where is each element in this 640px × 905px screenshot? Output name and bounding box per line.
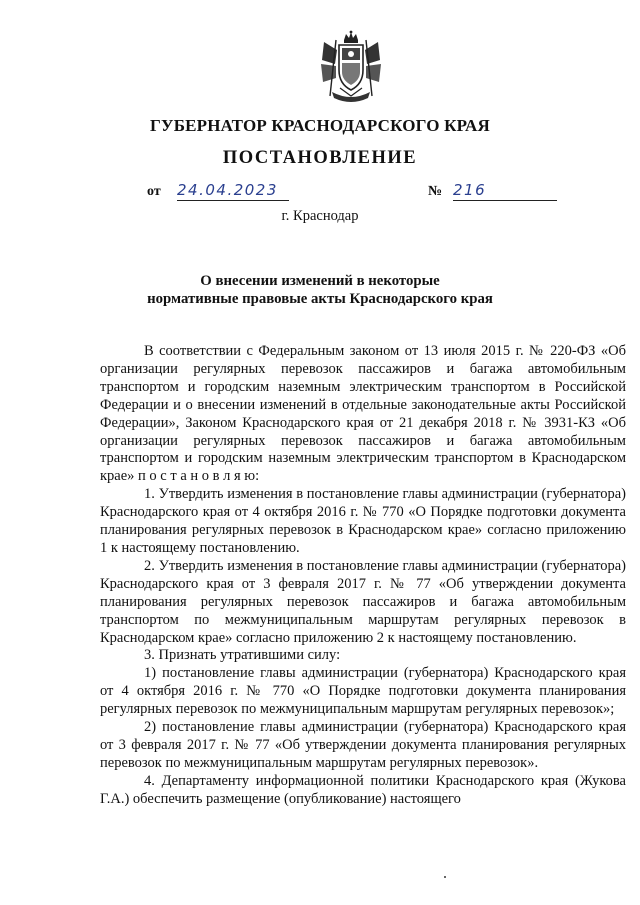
- number-value: 216: [453, 181, 557, 201]
- paragraph-3: 3. Признать утратившими силу:: [144, 647, 341, 664]
- intro-text: В соответствии с Федеральным законом от 13 июля 2015 г. № 220-ФЗ «Об организации регулярных перевозок пассажиров и багажа автомобильным транспортом и городским наземным электрическим транспортом в Российской Федерации и о внесении изменений в отдельные законодательные акты Российской Федерации», Законом Краснодарского края от 21 декабря 2018 г. № 3931-КЗ «Об организации регулярных перевозок пассажиров и багажа автомобильным транспортом и городским наземным электрическим транспортом в Краснодарском крае»: [100, 343, 626, 485]
- decree-word: п о с т а н о в л я ю:: [138, 468, 260, 485]
- number-prefix: №: [428, 184, 443, 199]
- scan-speck: [444, 876, 446, 878]
- intro-paragraph: [100, 343, 626, 486]
- paragraph-4: 4. Департаменту информационной политики Краснодарского края (Жукова Г.А.) обеспечить размещение (опубликование) настоящего: [100, 772, 626, 807]
- document-type: ПОСТАНОВЛЕНИЕ: [222, 148, 418, 168]
- date-line: [147, 181, 278, 200]
- paragraph-3-1: 1) постановление главы администрации (губернатора) Краснодарского края от 4 октября 2016 г. № 770 «О Порядке подготовки документа планирования регулярных перевозок по межмуниципальным маршрутам регулярных перевозок»;: [100, 665, 626, 718]
- date-value: 24.04.2023: [177, 181, 289, 201]
- issuing-authority: ГУБЕРНАТОР КРАСНОДАРСКОГО КРАЯ: [150, 116, 490, 135]
- title-line-1: О внесении изменений в некоторые: [200, 273, 440, 289]
- city: г. Краснодар: [281, 208, 359, 224]
- paragraph-3-2: 2) постановление главы администрации (губернатора) Краснодарского края от 3 февраля 2017 г. № 77 «Об утверждении документа планирования регулярных перевозок по межмуниципальным маршрутам регулярных перевозок».: [100, 719, 626, 771]
- document-body: [100, 343, 626, 809]
- paragraph-1: 1. Утвердить изменения в постановление главы администрации (губернатора) Краснодарского края от 4 октября 2016 г. № 770 «О Порядке подготовки документа планирования регулярных перевозок в Краснодарском крае» согласно приложению 1 к настоящему постановлению.: [100, 486, 626, 556]
- paragraph-2: 2. Утвердить изменения в постановление главы администрации (губернатора) Краснодарского края от 3 февраля 2017 г. № 77 «Об утверждении документа планирования регулярных перевозок пассажиров и багажа автомобильным транспортом по межмуниципальным маршрутам регулярных перевозок в Краснодарском крае» согласно приложению 2 к настоящему постановлению.: [100, 557, 626, 646]
- document-title: [0, 272, 640, 308]
- date-prefix: от: [147, 184, 161, 199]
- coat-of-arms-icon: [318, 30, 384, 106]
- title-line-2: нормативные правовые акты Краснодарского края: [147, 291, 493, 307]
- number-line: [428, 181, 487, 200]
